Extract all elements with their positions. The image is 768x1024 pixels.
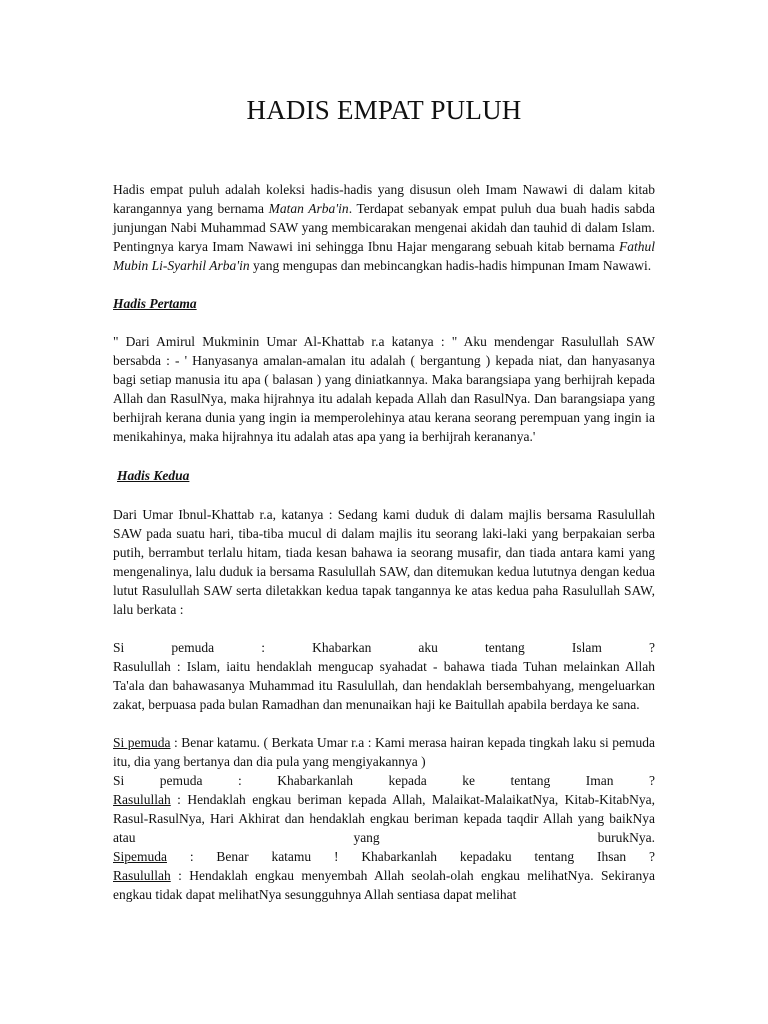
- speaker-sipemuda: Sipemuda: [113, 849, 167, 864]
- answer-ihsan: [113, 866, 655, 904]
- speaker-rasulullah-iman: Rasulullah: [113, 792, 171, 807]
- speaker-rasulullah-ihsan: Rasulullah: [113, 868, 171, 883]
- question-ihsan: [113, 847, 655, 866]
- question-ihsan-text: : Benar katamu ! Khabarkanlah kepadaku tentang Ihsan ?: [167, 849, 655, 864]
- dialog-text-benar: : Benar katamu. ( Berkata Umar r.a : Kami merasa hairan kepada tingkah laku si pemuda itu, dia yang bertanya dan dia pula yang mengiyakannya ): [113, 735, 655, 769]
- answer-iman: [113, 790, 655, 847]
- hadis-kedua-text: Dari Umar Ibnul-Khattab r.a, katanya : Sedang kami duduk di dalam majlis bersama Rasulullah SAW pada suatu hari, tiba-tiba mucul di dalam majlis itu seorang laki-laki yang berpakaian serba putih, berrambut terlalu hitam, tiada kesan bahawa ia seorang musafir, dan tiada antara kami yang mengenalinya, lalu duduk ia bersama Rasulullah SAW, dan ditemukan kedua lututnya dengan kedua lutut Rasulullah SAW serta diletakkan kedua tapak tangannya ke atas kedua paha Rasulullah SAW, lalu berkata :: [113, 507, 655, 617]
- intro-paragraph: [113, 180, 655, 275]
- intro-text-c: yang mengupas dan mebincangkan hadis-hadis himpunan Imam Nawawi.: [249, 258, 652, 273]
- answer-islam: Rasulullah : Islam, iaitu hendaklah mengucap syahadat - bahawa tiada Tuhan melainkan Allah Ta'ala dan bahawasanya Muhammad itu Rasulullah, dan hendaklah bersembahyang, mengeluarkan zakat, berpuasa pada bulan Ramadhan dan menunaikan haji ke Baitullah apabila berdaya ke sana.: [113, 659, 655, 712]
- question-islam: Si pemuda : Khabarkan aku tentang Islam ?: [113, 640, 655, 655]
- hadis-pertama-text: " Dari Amirul Mukminin Umar Al-Khattab r.a katanya : " Aku mendengar Rasulullah SAW bersabda : - ' Hanyasanya amalan-amalan itu adalah ( bergantung ) kepada niat, dan hanyasanya bagi setiap manusia itu apa ( balasan ) yang diniatkannya. Maka barangsiapa yang berhijrah kepada Allah dan RasulNya, maka hijrahnya itu adalah kepada Allah dan RasulNya. Dan barangsiapa yang berhijrah kerana dunia yang ingin ia memperolehinya atau kerana seorang perempuan yang ingin ia menikahinya, maka hijrahnya itu adalah atas apa yang ia berhijrah kerananya.': [113, 334, 655, 444]
- islam-dialog: [113, 638, 655, 714]
- answer-iman-text: : Hendaklah engkau beriman kepada Allah, Malaikat-MalaikatNya, Kitab-KitabNya, Rasul-RasulNya, Hari Akhirat dan hendaklah engkau beriman kepada taqdir Allah yang baikNya atau yang burukNya.: [113, 792, 655, 845]
- dialog-line-benar: [113, 733, 655, 771]
- question-iman: Si pemuda : Khabarkanlah kepada ke tentang Iman ?: [113, 773, 655, 788]
- speaker-si-pemuda: Si pemuda: [113, 735, 171, 750]
- book-title-matan: Matan Arba'in: [268, 201, 349, 216]
- intro-text-b: . Terdapat sebanyak empat puluh dua buah hadis sabda junjungan Nabi Muhammad SAW yang membicarakan mengenai akidah dan tauhid di dalam Islam. Pentingnya karya Imam Nawawi ini sehingga Ibnu Hajar mengarang sebuah kitab bernama: [113, 201, 655, 254]
- answer-ihsan-text: : Hendaklah engkau menyembah Allah seolah-olah engkau melihatNya. Sekiranya engkau tidak dapat melihatNya sesungguhnya Allah sentiasa dapat melihat: [113, 868, 655, 902]
- document-title: HADIS EMPAT PULUH: [246, 95, 522, 125]
- intro-text-a: Hadis empat puluh adalah koleksi hadis-hadis yang disusun oleh Imam Nawawi di dalam kitab karangannya yang bernama: [113, 182, 655, 216]
- book-title-fathul-mubin: Fathul Mubin Li-Syarhil Arba'in: [113, 239, 655, 273]
- heading-hadis-pertama: Hadis Pertama: [113, 296, 197, 311]
- heading-hadis-kedua: Hadis Kedua: [117, 468, 190, 483]
- dialog-block: [113, 733, 655, 904]
